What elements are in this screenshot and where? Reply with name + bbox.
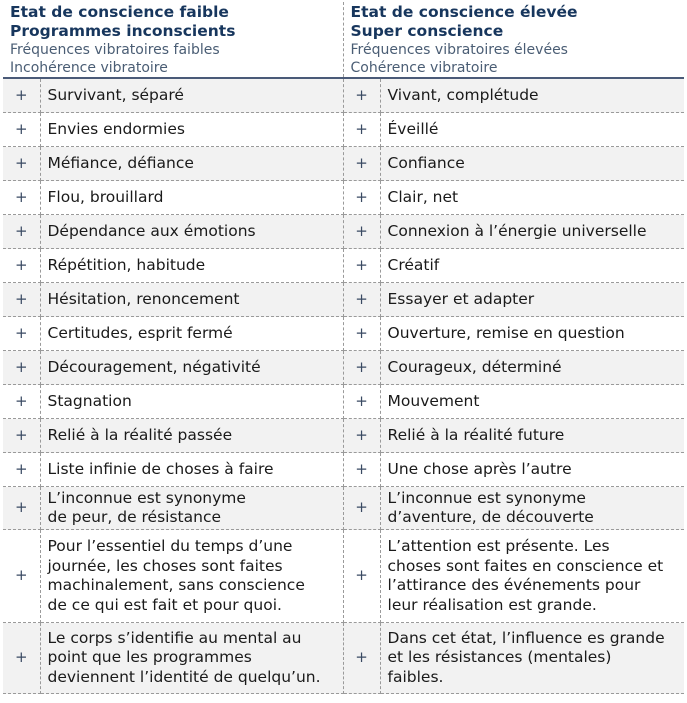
table-body xyxy=(3,78,684,694)
header-left-frequency: Fréquences vibratoires faibles xyxy=(10,42,220,58)
table-row xyxy=(3,530,684,623)
high-state-cell: Courageux, déterminé xyxy=(380,351,684,385)
low-state-cell: Le corps s’identifie au mental au point que les programmes deviennent l’identité de quelqu’un. xyxy=(40,623,343,694)
table-header xyxy=(3,2,684,78)
low-state-cell: Découragement, négativité xyxy=(40,351,343,385)
table-row xyxy=(3,78,684,113)
table-row xyxy=(3,249,684,283)
plus-icon: + xyxy=(3,623,40,694)
header-right-frequency: Fréquences vibratoires élevées xyxy=(350,42,568,58)
table-row xyxy=(3,283,684,317)
table-row xyxy=(3,487,684,530)
header-low-consciousness xyxy=(3,2,343,78)
plus-icon: + xyxy=(3,487,40,530)
plus-icon: + xyxy=(3,317,40,351)
table-row xyxy=(3,453,684,487)
plus-icon: + xyxy=(343,113,380,147)
plus-icon: + xyxy=(3,351,40,385)
low-state-cell: Certitudes, esprit fermé xyxy=(40,317,343,351)
table-row xyxy=(3,215,684,249)
header-left-title: Etat de conscience faible xyxy=(10,3,229,21)
header-right-subtitle: Super conscience xyxy=(350,22,504,40)
plus-icon: + xyxy=(343,317,380,351)
header-left-coherence: Incohérence vibratoire xyxy=(10,60,168,76)
high-state-cell: L’attention est présente. Les choses sont faites en conscience et l’attirance des événements pour leur réalisation est grande. xyxy=(380,530,684,623)
table-row xyxy=(3,147,684,181)
low-state-cell: Stagnation xyxy=(40,385,343,419)
plus-icon: + xyxy=(3,113,40,147)
low-state-cell: Liste infinie de choses à faire xyxy=(40,453,343,487)
plus-icon: + xyxy=(343,181,380,215)
header-right-title: Etat de conscience élevée xyxy=(350,3,578,21)
low-state-cell: Dépendance aux émotions xyxy=(40,215,343,249)
plus-icon: + xyxy=(3,283,40,317)
plus-icon: + xyxy=(3,453,40,487)
table-row xyxy=(3,113,684,147)
high-state-cell: Mouvement xyxy=(380,385,684,419)
plus-icon: + xyxy=(343,215,380,249)
low-state-cell: Pour l’essentiel du temps d’une journée, les choses sont faites machinalement, sans conscience de ce qui est fait et pour quoi. xyxy=(40,530,343,623)
high-state-cell: L’inconnue est synonyme d’aventure, de découverte xyxy=(380,487,684,530)
high-state-cell: Relié à la réalité future xyxy=(380,419,684,453)
plus-icon: + xyxy=(343,385,380,419)
plus-icon: + xyxy=(343,249,380,283)
high-state-cell: Éveillé xyxy=(380,113,684,147)
plus-icon: + xyxy=(3,147,40,181)
plus-icon: + xyxy=(3,249,40,283)
header-right-coherence: Cohérence vibratoire xyxy=(350,60,498,76)
table-row xyxy=(3,385,684,419)
high-state-cell: Créatif xyxy=(380,249,684,283)
plus-icon: + xyxy=(3,419,40,453)
high-state-cell: Essayer et adapter xyxy=(380,283,684,317)
header-left-subtitle: Programmes inconscients xyxy=(10,22,236,40)
plus-icon: + xyxy=(343,78,380,113)
table-row xyxy=(3,181,684,215)
plus-icon: + xyxy=(3,78,40,113)
high-state-cell: Clair, net xyxy=(380,181,684,215)
high-state-cell: Confiance xyxy=(380,147,684,181)
comparison-table xyxy=(3,2,684,694)
low-state-cell: Hésitation, renoncement xyxy=(40,283,343,317)
plus-icon: + xyxy=(343,147,380,181)
table-row xyxy=(3,351,684,385)
low-state-cell: Envies endormies xyxy=(40,113,343,147)
plus-icon: + xyxy=(343,351,380,385)
high-state-cell: Connexion à l’énergie universelle xyxy=(380,215,684,249)
plus-icon: + xyxy=(343,623,380,694)
table-row xyxy=(3,623,684,694)
header-high-consciousness xyxy=(343,2,684,78)
plus-icon: + xyxy=(343,453,380,487)
plus-icon: + xyxy=(3,215,40,249)
plus-icon: + xyxy=(343,283,380,317)
low-state-cell: Répétition, habitude xyxy=(40,249,343,283)
plus-icon: + xyxy=(3,530,40,623)
plus-icon: + xyxy=(3,181,40,215)
plus-icon: + xyxy=(343,487,380,530)
high-state-cell: Dans cet état, l’influence es grande et les résistances (mentales) faibles. xyxy=(380,623,684,694)
high-state-cell: Ouverture, remise en question xyxy=(380,317,684,351)
plus-icon: + xyxy=(3,385,40,419)
low-state-cell: Survivant, séparé xyxy=(40,78,343,113)
table-row xyxy=(3,317,684,351)
plus-icon: + xyxy=(343,419,380,453)
low-state-cell: Relié à la réalité passée xyxy=(40,419,343,453)
high-state-cell: Vivant, complétude xyxy=(380,78,684,113)
low-state-cell: Flou, brouillard xyxy=(40,181,343,215)
low-state-cell: L’inconnue est synonyme de peur, de résistance xyxy=(40,487,343,530)
low-state-cell: Méfiance, défiance xyxy=(40,147,343,181)
high-state-cell: Une chose après l’autre xyxy=(380,453,684,487)
table-row xyxy=(3,419,684,453)
plus-icon: + xyxy=(343,530,380,623)
